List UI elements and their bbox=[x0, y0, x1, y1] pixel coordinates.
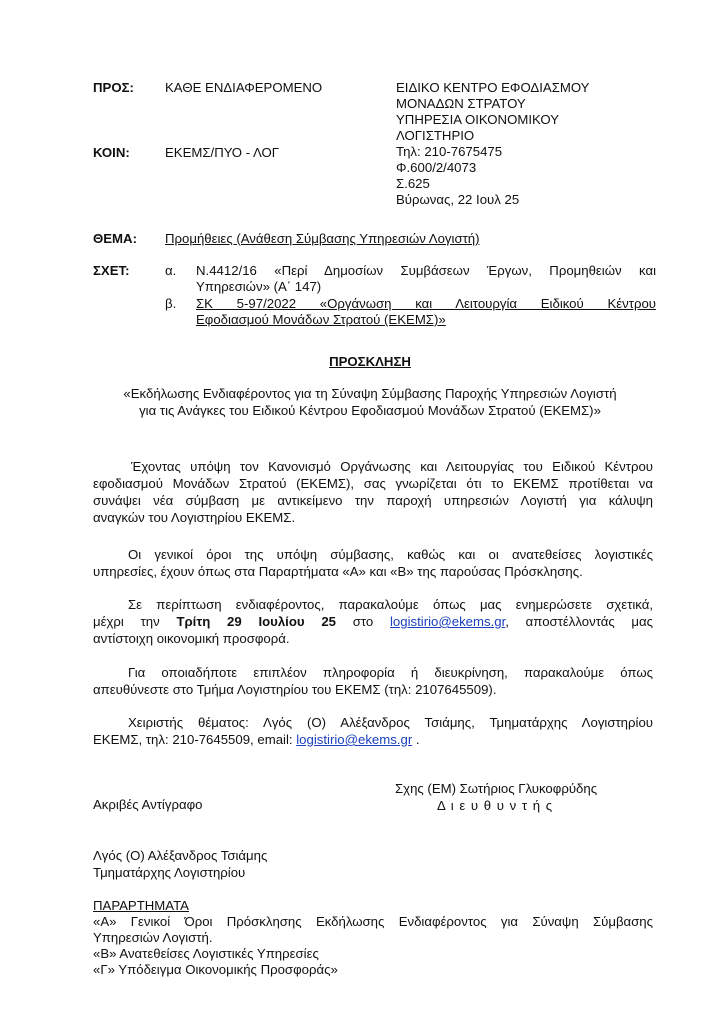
paragraph-line: Σε περίπτωση ενδιαφέροντος, παρακαλούμε όπως μας ενημερώσετε σχετικά, bbox=[128, 597, 653, 612]
reference-marker-b: β. bbox=[165, 296, 177, 311]
annex-line: «Γ» Υπόδειγμα Οικονομικής Προσφοράς» bbox=[93, 962, 338, 977]
to-value: ΚΑΘΕ ΕΝΔΙΑΦΕΡΟΜΕΝΟ bbox=[165, 80, 323, 95]
email-link[interactable]: logistirio@ekems.gr bbox=[390, 614, 506, 629]
paragraph-line-contact bbox=[93, 731, 653, 748]
reference-b bbox=[196, 296, 656, 328]
paragraph-line: Οι γενικοί όροι της υπόψη σύμβασης, καθώς και οι ανατεθείσες λογιστικές bbox=[128, 547, 653, 562]
reference-b-line: Εφοδιασμού Μονάδων Στρατού (ΕΚΕΜΣ)» bbox=[196, 312, 446, 327]
paragraph-line: απευθύνεστε στο Τμήμα Λογιστηρίου του ΕΚΕΜΣ (τηλ: 2107645509). bbox=[93, 682, 497, 697]
invitation-subtitle-line: για τις Ανάγκες του Ειδικού Κέντρου Εφοδιασμού Μονάδων Στρατού (ΕΚΕΜΣ)» bbox=[139, 403, 601, 418]
clerk-name: Λγός (Ο) Αλέξανδρος Τσιάμης bbox=[93, 848, 268, 863]
subject-value: Προμήθειες (Ανάθεση Σύμβασης Υπηρεσιών Λογιστή) bbox=[165, 231, 480, 246]
references-label: ΣΧΕΤ: bbox=[93, 263, 130, 278]
sender-date: Βύρωνας, 22 Ιουλ 25 bbox=[396, 192, 520, 207]
paragraph-line: Για οποιαδήποτε επιπλέον πληροφορία ή διευκρίνηση, παρακαλούμε όπως bbox=[128, 665, 653, 680]
sender-line: ΕΙΔΙΚΟ ΚΕΝΤΡΟ ΕΦΟΔΙΑΣΜΟΥ bbox=[396, 80, 590, 95]
cc-value: ΕΚΕΜΣ/ΠΥΟ - ΛΟΓ bbox=[165, 145, 280, 160]
invitation-subtitle-line: «Εκδήλωσης Ενδιαφέροντος για τη Σύναψη Σύμβασης Παροχής Υπηρεσιών Λογιστή bbox=[123, 386, 617, 401]
sender-file-ref: Φ.600/2/4073 bbox=[396, 160, 477, 175]
reference-a-line: Υπηρεσιών» (Α΄ 147) bbox=[196, 279, 322, 294]
paragraph-line: εφοδιασμού Μονάδων Στρατού (ΕΚΕΜΣ), σας γνωρίζεται ότι το ΕΚΕΜΣ προτίθεται να bbox=[93, 476, 653, 491]
paragraph-line: αντίστοιχη οικονομική προσφορά. bbox=[93, 631, 290, 646]
paragraph-5 bbox=[93, 714, 653, 748]
deadline-prefix: μέχρι την bbox=[93, 614, 177, 629]
paragraph-line: Έχοντας υπόψη τον Κανονισμό Οργάνωσης και Λειτουργίας του Ειδικού Κέντρου bbox=[131, 459, 653, 474]
paragraph-line: υπηρεσίες, έχουν όπως στα Παραρτήματα «Α» και «Β» της παρούσας Πρόσκλησης. bbox=[93, 564, 583, 579]
sender-line: ΜΟΝΑΔΩΝ ΣΤΡΑΤΟΥ bbox=[396, 96, 526, 111]
contact-suffix: . bbox=[412, 732, 420, 747]
paragraph-line: αναγκών του Λογιστηρίου ΕΚΕΜΣ. bbox=[93, 510, 296, 525]
director-title: Δ ι ε υ θ υ ν τ ή ς bbox=[437, 798, 554, 813]
paragraph-line: Χειριστής θέματος: Λγός (Ο) Αλέξανδρος Τσιάμης, Τμηματάρχης Λογιστηρίου bbox=[128, 715, 653, 730]
deadline-date: Τρίτη 29 Ιουλίου 25 bbox=[176, 614, 336, 629]
clerk-title: Τμηματάρχης Λογιστηρίου bbox=[93, 865, 246, 880]
deadline-to: στο bbox=[336, 614, 390, 629]
sender-phone: Τηλ: 210-7675475 bbox=[396, 144, 503, 159]
annex-line: Υπηρεσιών Λογιστή. bbox=[93, 930, 213, 945]
sender-line: ΛΟΓΙΣΤΗΡΙΟ bbox=[396, 128, 475, 143]
paragraph-4 bbox=[93, 664, 653, 698]
reference-a-line: Ν.4412/16 «Περί Δημοσίων Συμβάσεων Έργων, Προμηθειών και bbox=[196, 263, 656, 278]
invitation-title: ΠΡΟΣΚΛΗΣΗ bbox=[329, 354, 411, 369]
annex-line: «Β» Ανατεθείσες Λογιστικές Υπηρεσίες bbox=[93, 946, 319, 961]
deadline-suffix: , αποστέλλοντάς μας bbox=[505, 614, 654, 629]
reference-b-line: ΣΚ 5-97/2022 «Οργάνωση και Λειτουργία Ειδικού Κέντρου bbox=[196, 296, 656, 311]
paragraph-2 bbox=[93, 546, 653, 580]
subject-label: ΘΕΜΑ: bbox=[93, 231, 137, 246]
paragraph-line: συνάψει νέα σύμβαση με αντικείμενο την παροχή υπηρεσιών Λογιστή για κάλυψη bbox=[93, 493, 653, 508]
paragraph-1 bbox=[93, 458, 653, 526]
reference-a bbox=[196, 263, 656, 295]
contact-prefix: ΕΚΕΜΣ, τηλ: 210-7645509, email: bbox=[93, 732, 297, 747]
to-label: ΠΡΟΣ: bbox=[93, 80, 134, 95]
reference-marker-a: α. bbox=[165, 263, 177, 278]
paragraph-line-deadline bbox=[93, 613, 653, 630]
annex-line: «Α» Γενικοί Όροι Πρόσκλησης Εκδήλωσης Ενδιαφέροντος για Σύναψη Σύμβασης bbox=[93, 914, 653, 929]
invitation-subtitle bbox=[80, 385, 660, 419]
annexes-block bbox=[93, 898, 653, 978]
annexes-heading: ΠΑΡΑΡΤΗΜΑΤΑ bbox=[93, 898, 189, 913]
sender-block bbox=[396, 80, 589, 208]
sender-line: ΥΠΗΡΕΣΙΑ ΟΙΚΟΝΟΜΙΚΟΥ bbox=[396, 112, 560, 127]
sender-sig-ref: Σ.625 bbox=[396, 176, 430, 191]
email-link[interactable]: logistirio@ekems.gr bbox=[296, 732, 413, 747]
paragraph-3 bbox=[93, 596, 653, 647]
cc-label: ΚΟΙΝ: bbox=[93, 145, 130, 160]
director-name: Σχης (ΕΜ) Σωτήριος Γλυκοφρύδης bbox=[395, 781, 598, 796]
true-copy-label: Ακριβές Αντίγραφο bbox=[93, 797, 203, 812]
